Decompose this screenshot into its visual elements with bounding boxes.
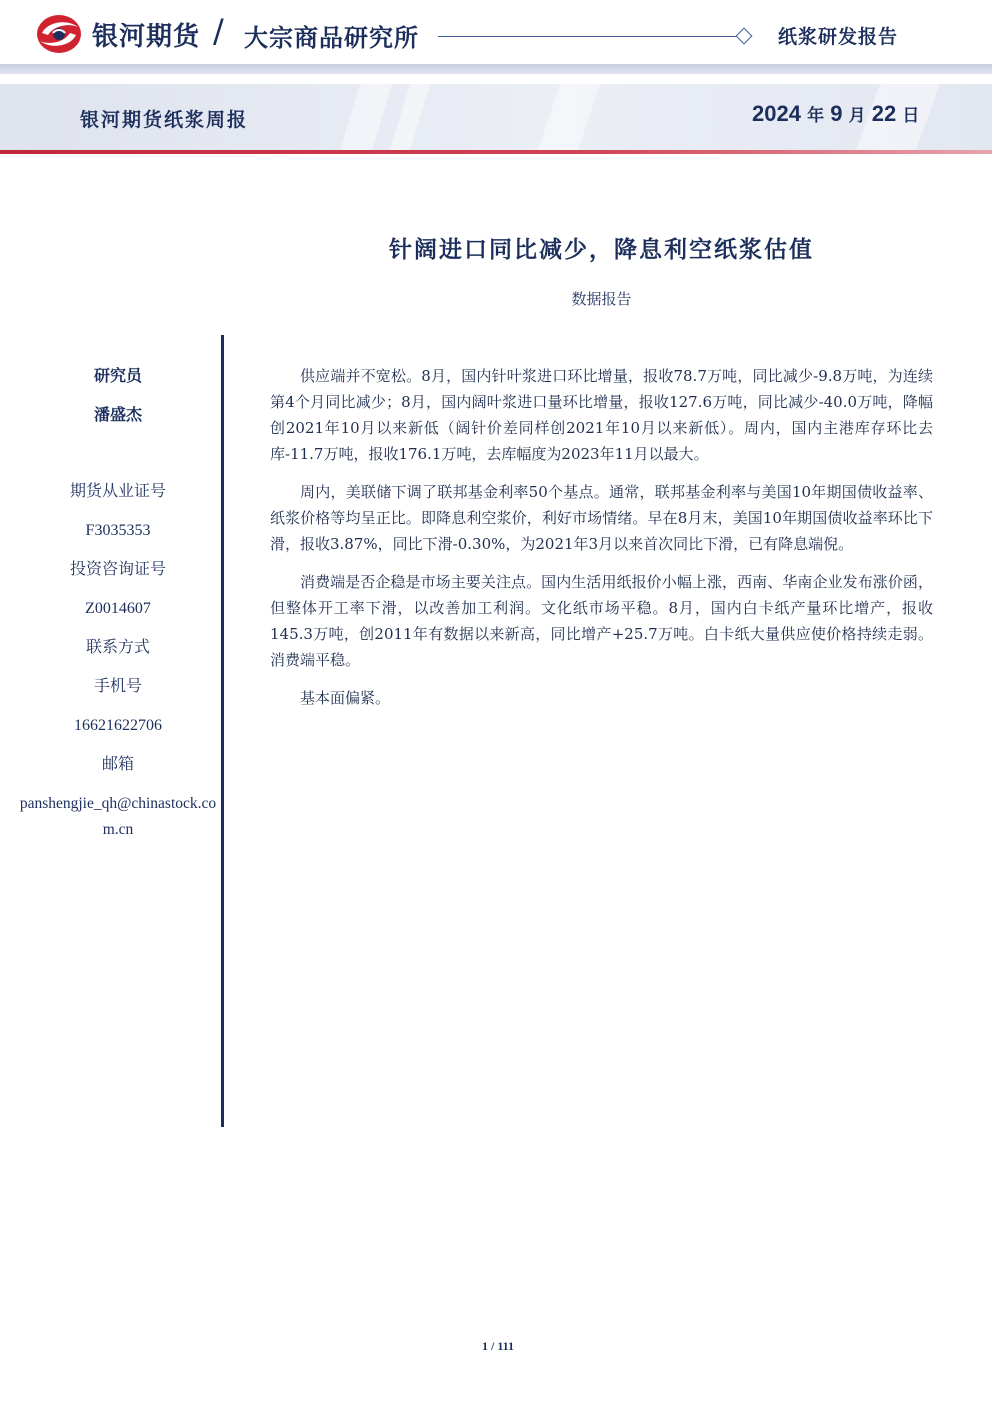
- paragraph-conclusion: 基本面偏紧。: [300, 689, 391, 707]
- date-day: 22: [871, 101, 897, 126]
- author-sidebar: [12, 362, 224, 843]
- header-stripe: [0, 64, 992, 74]
- sidebar-divider: [221, 335, 224, 1127]
- advisory-cert-label: 投资咨询证号: [69, 561, 166, 578]
- author-role: 研究员: [93, 366, 142, 385]
- date-month: 9: [830, 101, 843, 126]
- weekly-report-title: 银河期货纸浆周报: [80, 109, 249, 131]
- company-name: 银河期货: [92, 22, 201, 52]
- date-year-unit: 年: [807, 106, 825, 126]
- phone-number: 16621622706: [74, 717, 162, 734]
- report-type: 纸浆研发报告: [778, 26, 899, 48]
- page-title: 针阔进口同比减少，降息利空纸浆估值: [389, 236, 814, 263]
- date-day-unit: 日: [902, 106, 920, 126]
- galaxy-logo-icon: [34, 13, 84, 55]
- paragraph-demand: 消费端是否企稳是市场主要关注点。国内生活用纸报价小幅上涨，西南、华南企业发布涨价函，但整体开工率下滑，以改善加工利润。文化纸市场平稳。8月，国内白卡纸产量环比增产，报收145.3万吨，创2011年有数据以来新高，同比增产+25.7万吨。白卡纸大量供应使价格持续走弱。消费端平稳。: [270, 573, 933, 669]
- page-subtitle: 数据报告: [571, 290, 632, 308]
- banner-accent-line: [0, 150, 992, 154]
- diamond-icon: [736, 28, 753, 45]
- paragraph-rates: 周内，美联储下调了联邦基金利率50个基点。通常，联邦基金利率与美国10年期国债收益率、纸浆价格等均呈正比。即降息利空浆价，利好市场情绪。早在8月末，美国10年期国债收益率环比下滑，报收3.87%，同比下滑-0.30%，为2021年3月以来首次同比下滑，已有降息端倪。: [270, 483, 933, 553]
- report-body: [270, 363, 933, 723]
- report-date: [752, 101, 919, 127]
- email-label: 邮箱: [101, 756, 134, 773]
- date-month-unit: 月: [848, 106, 866, 126]
- futures-cert-label: 期货从业证号: [69, 483, 166, 500]
- phone-label: 手机号: [93, 678, 142, 695]
- page-header: [0, 0, 992, 64]
- paragraph-supply: 供应端并不宽松。8月，国内针叶浆进口环比增量，报收78.7万吨，同比减少-9.8万吨，为连续第4个月同比减少；8月，国内阔叶浆进口量环比增量，报收127.6万吨，同比减少-40.0万吨，降幅创2021年10月以来新低（阔针价差同样创2021年10月以来新低）。周内，国内主港库存环比去库-11.7万吨，报收176.1万吨，去库幅度为2023年11月以最大。: [270, 367, 933, 463]
- futures-cert-number: F3035353: [85, 522, 151, 539]
- date-year: 2024: [752, 101, 801, 126]
- email-address[interactable]: panshengjie_qh@chinastock.com.cn: [19, 795, 217, 838]
- header-separator: /: [213, 12, 224, 50]
- advisory-cert-number: Z0014607: [85, 600, 151, 617]
- header-rule: [438, 36, 736, 37]
- contact-label: 联系方式: [85, 639, 150, 656]
- author-name: 潘盛杰: [93, 405, 142, 424]
- institute-name: 大宗商品研究所: [244, 24, 419, 52]
- page-number: 1 / 111: [481, 1339, 514, 1353]
